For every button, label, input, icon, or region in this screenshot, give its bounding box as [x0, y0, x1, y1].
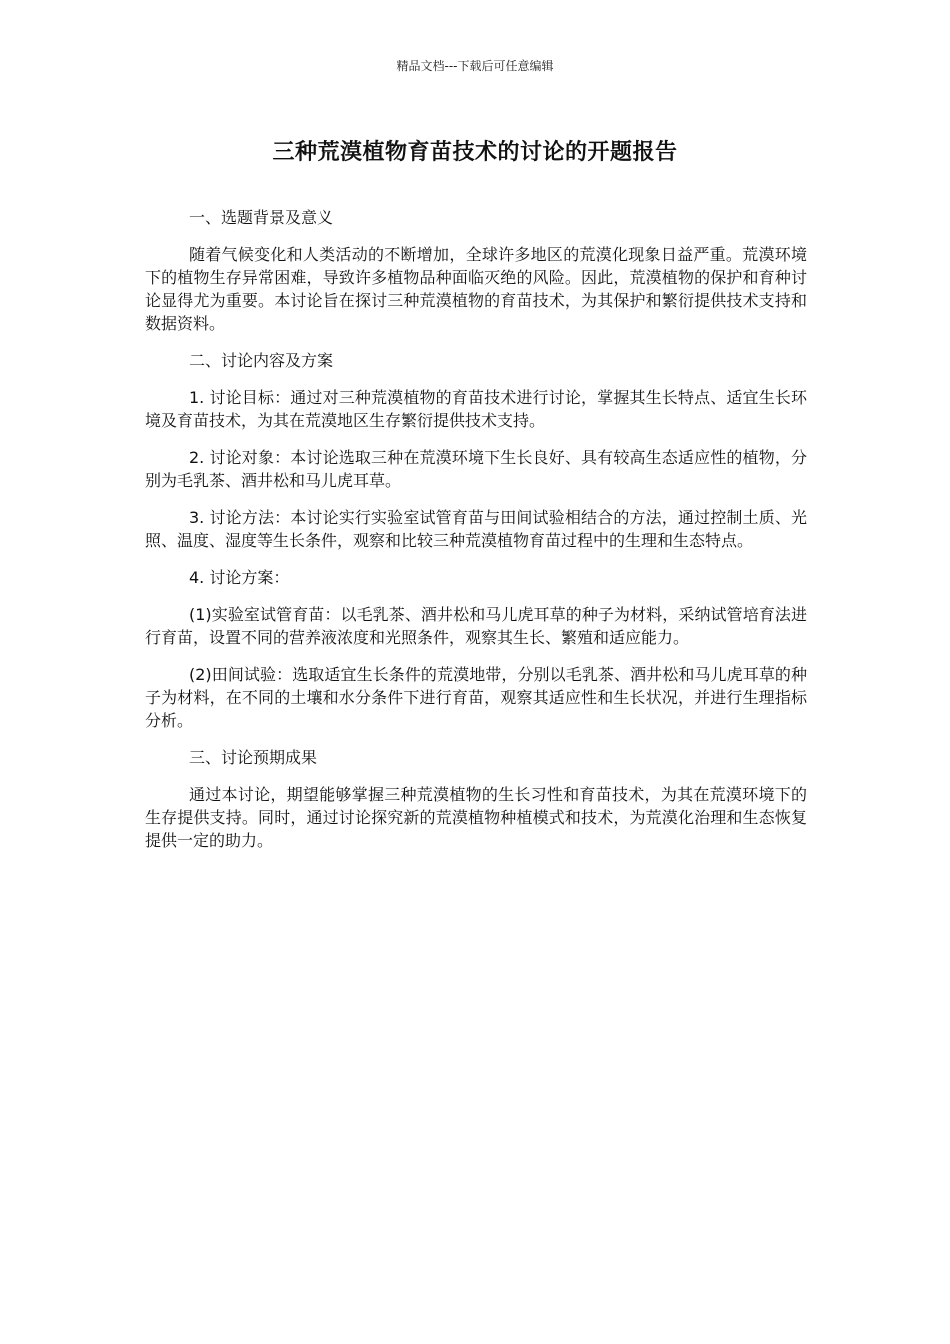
document-body: [145, 206, 807, 866]
paragraph-lab-plan: (1)实验室试管育苗：以毛乳茶、酒井松和马儿虎耳草的种子为材料，采纳试管培育法进行育苗，设置不同的营养液浓度和光照条件，观察其生长、繁殖和适应能力。: [145, 605, 807, 647]
paragraph-outcomes: 通过本讨论，期望能够掌握三种荒漠植物的生长习性和育苗技术，为其在荒漠环境下的生存提供支持。同时，通过讨论探究新的荒漠植物种植模式和技术，为荒漠化治理和生态恢复提供一定的助力。: [145, 785, 807, 850]
section-heading-content: 二、讨论内容及方案: [189, 351, 334, 370]
paragraph-subjects: 2. 讨论对象：本讨论选取三种在荒漠环境下生长良好、具有较高生态适应性的植物，分别为毛乳茶、酒井松和马儿虎耳草。: [145, 448, 807, 490]
section-heading-outcomes: 三、讨论预期成果: [189, 748, 318, 767]
document-title: 三种荒漠植物育苗技术的讨论的开题报告: [272, 140, 678, 165]
page-header: 精品文档---下载后可任意编辑: [396, 59, 554, 73]
paragraph-goal: 1. 讨论目标：通过对三种荒漠植物的育苗技术进行讨论，掌握其生长特点、适宜生长环境及育苗技术，为其在荒漠地区生存繁衍提供技术支持。: [145, 388, 807, 430]
section-heading-background: 一、选题背景及意义: [189, 208, 334, 227]
paragraph-plan-heading: 4. 讨论方案：: [189, 568, 290, 587]
paragraph-methods: 3. 讨论方法：本讨论实行实验室试管育苗与田间试验相结合的方法，通过控制土质、光照、温度、湿度等生长条件，观察和比较三种荒漠植物育苗过程中的生理和生态特点。: [145, 508, 807, 550]
paragraph-field-plan: (2)田间试验：选取适宜生长条件的荒漠地带，分别以毛乳茶、酒井松和马儿虎耳草的种子为材料，在不同的土壤和水分条件下进行育苗，观察其适应性和生长状况，并进行生理指标分析。: [145, 665, 807, 730]
paragraph-background: 随着气候变化和人类活动的不断增加，全球许多地区的荒漠化现象日益严重。荒漠环境下的植物生存异常困难，导致许多植物品种面临灭绝的风险。因此，荒漠植物的保护和育种讨论显得尤为重要。本讨论旨在探讨三种荒漠植物的育苗技术，为其保护和繁衍提供技术支持和数据资料。: [145, 245, 807, 333]
